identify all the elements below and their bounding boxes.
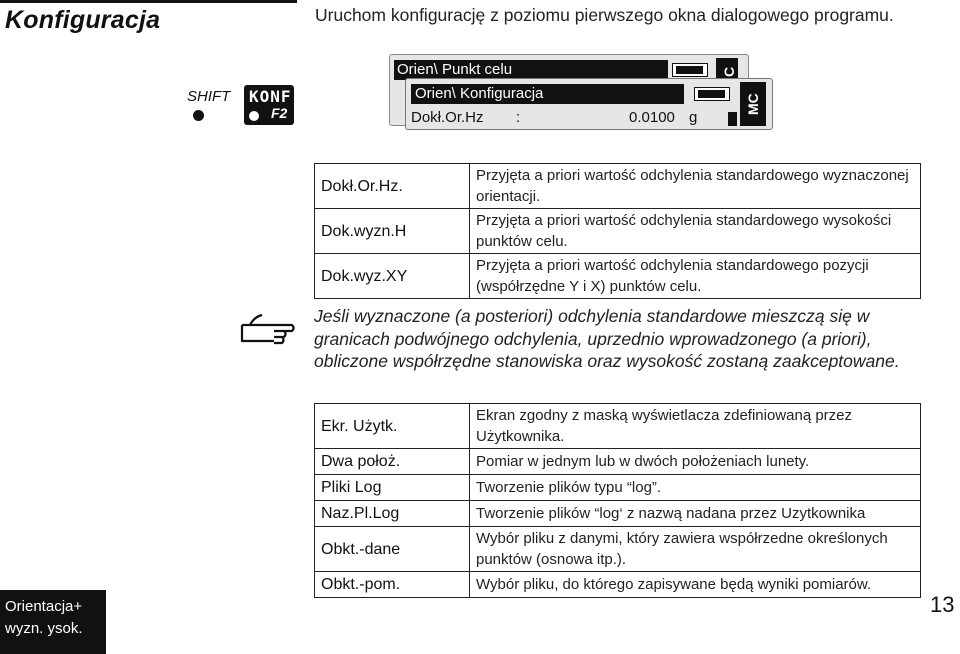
shift-dot-icon	[193, 110, 204, 121]
intro-text: Uruchom konfigurację z poziomu pierwszego okna dialogowego programu.	[315, 5, 894, 25]
term-cell: Dok.wyz.XY	[315, 254, 470, 299]
term-cell: Naz.Pl.Log	[315, 501, 470, 527]
term-cell: Dokł.Or.Hz.	[315, 164, 470, 209]
screen-front-side-label: MC	[740, 82, 766, 126]
page-title: Konfiguracja	[5, 6, 161, 34]
table-row	[315, 449, 921, 475]
term-cell: Obkt.-pom.	[315, 572, 470, 598]
desc-cell: Przyjęta a priori wartość odchylenia standardowego wyznaczonej orientacji.	[470, 164, 921, 209]
term-cell: Pliki Log	[315, 475, 470, 501]
note-text: Jeśli wyznaczone (a posteriori) odchylenia standardowe mieszczą się w granicach podwójnego odchylenia, uprzednio wprowadzonego (a priori), obliczone współrzędne stanowiska oraz wysokość zostaną zaakceptowane.	[314, 306, 900, 371]
battery-icon	[694, 87, 730, 101]
shift-key-label: SHIFT	[187, 88, 231, 105]
section-tab	[0, 590, 106, 654]
term-cell: Ekr. Użytk.	[315, 404, 470, 449]
term-cell: Dwa położ.	[315, 449, 470, 475]
desc-cell: Wybór pliku z danymi, który zawiera współrzedne określonych punktów (osnowa itp.).	[470, 527, 921, 572]
desc-cell: Ekran zgodny z maską wyświetlacza zdefiniowaną przez Użytkownika.	[470, 404, 921, 449]
desc-cell: Przyjęta a priori wartość odchylenia standardowego pozycji (współrzędne Y i X) punktów celu.	[470, 254, 921, 299]
param-separator: :	[516, 109, 521, 126]
table-row	[315, 164, 921, 209]
desc-cell: Tworzenie plików “log‘ z nazwą nadana przez Uzytkownika	[470, 501, 921, 527]
screen-konfiguracja	[405, 78, 773, 130]
desc-cell: Pomiar w jednym lub w dwóch położeniach lunety.	[470, 449, 921, 475]
param-label: Dokł.Or.Hz	[411, 109, 484, 126]
section-tab-line2: wyzn. ysok.	[5, 620, 83, 637]
table-row	[315, 209, 921, 254]
param-unit: g	[689, 109, 698, 126]
table-row	[315, 527, 921, 572]
konf-key-label: KONF	[249, 87, 292, 106]
page-number: 13	[930, 592, 955, 617]
desc-cell: Wybór pliku, do którego zapisywane będą wyniki pomiarów.	[470, 572, 921, 598]
konf-dot-icon	[249, 111, 259, 121]
section-tab-line1: Orientacja+	[5, 598, 83, 615]
desc-cell: Przyjęta a priori wartość odchylenia standardowego wysokości punktów celu.	[470, 209, 921, 254]
options-table	[314, 403, 921, 598]
table-row	[315, 501, 921, 527]
screen-back-side-label: C	[716, 58, 738, 85]
table-row	[315, 404, 921, 449]
table-row	[315, 254, 921, 299]
konf-key[interactable]	[244, 85, 294, 125]
term-cell: Obkt.-dane	[315, 527, 470, 572]
scroll-indicator	[728, 112, 737, 126]
param-value: 0.0100	[629, 109, 675, 126]
f2-key-label: F2	[271, 105, 288, 121]
screen-param-row[interactable]	[411, 109, 711, 126]
shift-key[interactable]	[187, 85, 239, 125]
screen-back-title: Orien\ Punkt celu	[394, 60, 668, 80]
table-row	[315, 475, 921, 501]
term-cell: Dok.wyzn.H	[315, 209, 470, 254]
screen-front-title: Orien\ Konfiguracja	[411, 84, 684, 104]
pointing-hand-icon	[240, 311, 296, 347]
desc-cell: Tworzenie plików typu “log”.	[470, 475, 921, 501]
battery-icon	[672, 63, 708, 77]
table-row	[315, 572, 921, 598]
params-table	[314, 163, 921, 299]
